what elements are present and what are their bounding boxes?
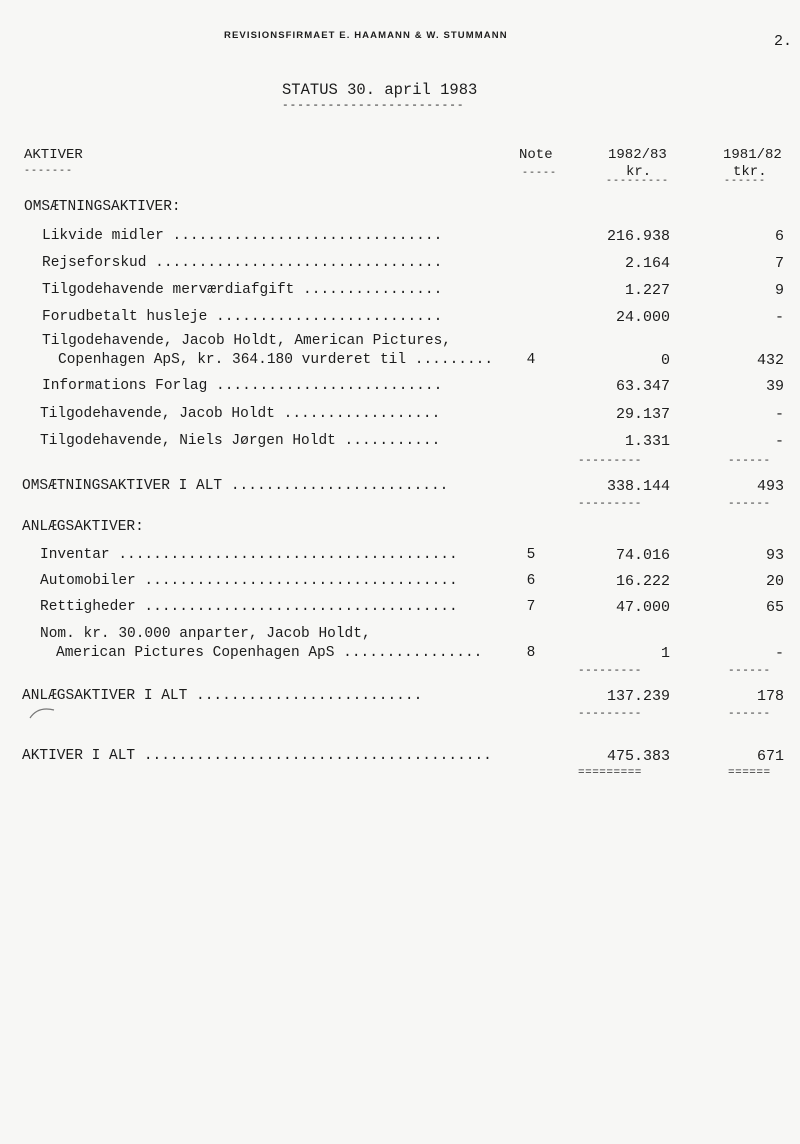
current-assets-total-current: 338.144 — [606, 478, 670, 495]
fixed-assets-total-prior: 178 — [756, 688, 784, 705]
grand-total-prior: 671 — [756, 748, 784, 765]
line-item-prior: - — [774, 309, 784, 326]
subtotal-rule: --------- — [578, 455, 642, 467]
line-item-prior: 65 — [765, 599, 784, 616]
line-item-current: 1 — [660, 645, 670, 662]
current-assets-total-prior: 493 — [756, 478, 784, 495]
line-item-current: 1.331 — [624, 433, 670, 450]
line-item-prior: 7 — [774, 255, 784, 272]
line-item-label: Tilgodehavende, Jacob Holdt .................. — [40, 406, 441, 422]
line-item-note: 5 — [526, 547, 536, 563]
line-item-label: Likvide midler ............................... — [42, 228, 443, 244]
line-item-current: 16.222 — [615, 573, 670, 590]
page-number: 2. — [774, 33, 793, 50]
line-item-prior: 9 — [774, 282, 784, 299]
line-item-prior: - — [774, 433, 784, 450]
line-item-label-continued: American Pictures Copenhagen ApS ................ — [56, 645, 483, 661]
section-heading-aktiver: AKTIVER — [24, 147, 83, 163]
line-item-current: 63.347 — [615, 378, 670, 395]
current-unit-underline: --------- — [606, 176, 670, 187]
fixed-assets-total-label: ANLÆGSAKTIVER I ALT .......................... — [22, 688, 423, 704]
section-underline: ------- — [24, 166, 74, 177]
title-underline: ------------------------ — [282, 100, 465, 112]
grand-total-label: AKTIVER I ALT ........................................ — [22, 748, 492, 764]
subtotal-rule: --------- — [578, 498, 642, 510]
line-item-label: Tilgodehavende merværdiafgift ................ — [42, 282, 443, 298]
line-item-label: Rettigheder .................................... — [40, 599, 458, 615]
line-item-label: Tilgodehavende, Jacob Holdt, American Pictures, — [42, 333, 451, 349]
column-header-prior-unit: tkr. — [733, 164, 767, 180]
line-item-current: 2.164 — [624, 255, 670, 272]
line-item-current: 74.016 — [615, 547, 670, 564]
line-item-label: Rejseforskud ................................. — [42, 255, 443, 271]
subtotal-rule: ------ — [728, 665, 771, 677]
line-item-note: 6 — [526, 573, 536, 589]
line-item-current: 47.000 — [615, 599, 670, 616]
line-item-label: Tilgodehavende, Niels Jørgen Holdt ........... — [40, 433, 441, 449]
line-item-current: 1.227 — [624, 282, 670, 299]
subtotal-rule: --------- — [578, 708, 642, 720]
subtotal-rule: --------- — [578, 665, 642, 677]
line-item-current: 216.938 — [606, 228, 670, 245]
page-title: STATUS 30. april 1983 — [282, 81, 478, 99]
double-rule: ====== — [728, 767, 771, 779]
double-rule: ========= — [578, 767, 642, 779]
column-header-note: Note — [519, 147, 553, 163]
column-header-current-unit: kr. — [626, 164, 652, 180]
fixed-assets-heading: ANLÆGSAKTIVER: — [22, 519, 144, 535]
line-item-label: Automobiler .................................... — [40, 573, 458, 589]
line-item-prior: 20 — [765, 573, 784, 590]
line-item-label-continued: Copenhagen ApS, kr. 364.180 vurderet til ......... — [58, 352, 494, 368]
pen-mark — [24, 700, 64, 730]
current-assets-total-label: OMSÆTNINGSAKTIVER I ALT ......................... — [22, 478, 449, 494]
line-item-prior: - — [774, 645, 784, 662]
line-item-label: Nom. kr. 30.000 anparter, Jacob Holdt, — [40, 626, 371, 642]
note-underline: ----- — [522, 168, 558, 179]
line-item-prior: 6 — [774, 228, 784, 245]
prior-unit-underline: ------ — [724, 176, 767, 187]
line-item-current: 0 — [660, 352, 670, 369]
line-item-note: 4 — [526, 352, 536, 368]
line-item-prior: 432 — [756, 352, 784, 369]
firm-letterhead: REVISIONSFIRMAET E. HAAMANN & W. STUMMANN — [224, 30, 508, 41]
column-header-current-year: 1982/83 — [608, 147, 667, 163]
line-item-note: 7 — [526, 599, 536, 615]
subtotal-rule: ------ — [728, 455, 771, 467]
line-item-label: Inventar ....................................... — [40, 547, 458, 563]
grand-total-current: 475.383 — [606, 748, 670, 765]
subtotal-rule: ------ — [728, 498, 771, 510]
line-item-prior: 93 — [765, 547, 784, 564]
column-header-prior-year: 1981/82 — [723, 147, 782, 163]
line-item-current: 29.137 — [615, 406, 670, 423]
line-item-current: 24.000 — [615, 309, 670, 326]
line-item-note: 8 — [526, 645, 536, 661]
current-assets-heading: OMSÆTNINGSAKTIVER: — [24, 199, 181, 215]
line-item-label: Forudbetalt husleje .......................... — [42, 309, 443, 325]
line-item-prior: - — [774, 406, 784, 423]
line-item-label: Informations Forlag .......................... — [42, 378, 443, 394]
fixed-assets-total-current: 137.239 — [606, 688, 670, 705]
line-item-prior: 39 — [765, 378, 784, 395]
subtotal-rule: ------ — [728, 708, 771, 720]
